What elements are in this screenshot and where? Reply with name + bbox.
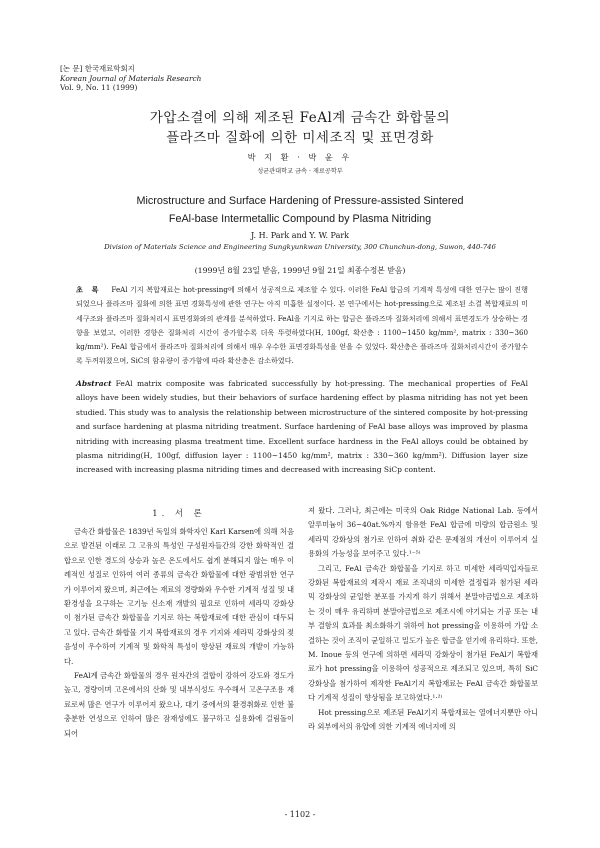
- received-dates: (1999년 8월 23일 받음, 1999년 9월 21일 최종수정본 받음): [194, 266, 406, 275]
- title-ko-line-2: 플라즈마 질화에 의한 미세조직 및 표면경화: [166, 130, 434, 146]
- body-left-column: [64, 525, 294, 741]
- affiliation-korean: 성균관대학교 금속 · 재료공학부: [257, 168, 343, 175]
- right-paragraph-1: 져 왔다. 그러나, 최근에는 미국의 Oak Ridge National Lab. 등에서 알루미늄이 36~40at.%까지 함유한 FeAl 합금에 미량의 합금원소 및 세라믹 강화상의 첨가로 인하여 취화 같은 문제점의 개선이 이루어져 실용화의 가능성을 보여주고 있다.¹⁻⁵⁾: [308, 506, 538, 559]
- body-right-column: [308, 504, 538, 735]
- journal-header: [60, 64, 201, 93]
- right-paragraph-2: 그리고, FeAl 금속간 화합물을 기지로 하고 미세한 세라믹입자들로 강화된 복합재료의 제작시 재료 조직내의 미세한 결정립과 첨가된 세라믹 강화상의 균일한 분포를 가지게 하기 위해서 분말야금법으로 제조하는 것이 매우 유리하며 분말야금법으로 제조시에 야기되는 기공 또는 내부 결함의 효과를 최소화하기 위하여 hot pressing을 이용하여 가압 소결하는 것이 조직이 균일하고 밀도가 높은 합금을 얻기에 유리하다. 또한, M. Inoue 등의 연구에 의하면 세라믹 강화상이 첨가된 FeAl기 복합재료가 hot pressing을 이용하여 성공적으로 제조되고 있으며, 특히 SiC 강화상을 첨가하여 제작한 FeAl기지 복합재료는 FeAl 금속간 화합물보다 기계적 성질이 향상됨을 보고하였다.¹·²⁾: [308, 563, 538, 703]
- section-heading-introduction: 1. 서 론: [152, 508, 206, 518]
- title-en-line-2: FeAl-base Intermetallic Compound by Plasma Nitriding: [168, 213, 432, 225]
- abstract-ko-text: FeAl 기지 복합재료는 hot-pressing에 의해서 성공적으로 제조할 수 있다. 이러한 FeAl 합금의 기계적 특성에 대한 연구는 많이 진행되었으나 플라즈마 질화에 의한 표면 경화특성에 관한 연구는 아직 미흡한 실정이다. 본 연구에서는 hot-pressing으로 제조된 소결 복합재료의 미세구조와 플라즈마 질화처리시 표면경화와의 관계를 분석하였다. FeAl을 기지로 하는 합금은 플라즈마 질화처리에 의해서 표면경도가 상승하는 경향을 보였고, 이러한 경향은 질화처리 시간이 증가할수록 더욱 뚜렷하였다(H, 100gf, 확산층 : 1100~1450 kg/mm², matrix : 330~360 kg/mm²). FeAl 합금에서 플라즈마 질화처리에 의해서 매우 우수한 표면경화특성을 얻을 수 있었다. 확산층은 플라즈마 질화처리시간이 증가할수록 두꺼워졌으며, SiC의 함유량이 증가함에 따라 확산층은 감소하였다.: [76, 285, 528, 366]
- journal-name-en: Korean Journal of Materials Research: [60, 73, 202, 83]
- authors-english: J. H. Park and Y. W. Park: [250, 231, 350, 240]
- affiliation-english: Division of Materials Science and Engineering Sungkyunkwan University, 300 Chunchun-dong, Suwon, 440-746: [104, 243, 496, 251]
- journal-volume: Vol. 9, No. 11 (1999): [60, 83, 138, 93]
- left-paragraph-2: FeAl계 금속간 화합물의 경우 원자간의 결합이 강하여 강도와 경도가 높고, 경량이며 고온에서의 산화 및 내부식성도 우수해서 고온구조용 재료로써 많은 연구가 이루어져 왔으나, 대기 중에서의 환경취화로 인한 불충분한 연성으로 인하여 많은 잠재성에도 불구하고 실용화에 걸림돌이 되어: [64, 671, 294, 738]
- abstract-en-label: Abstract: [76, 379, 112, 388]
- abstract-ko-label: 초 록: [76, 285, 102, 294]
- title-en-line-1: Microstructure and Surface Hardening of Pressure-assisted Sintered: [136, 195, 464, 207]
- page-number: - 1102 -: [284, 810, 316, 819]
- paper-title-korean: [0, 108, 600, 148]
- left-paragraph-1: 금속간 화합물은 1839년 독일의 화학자인 Karl Karsen에 의해 처음으로 발견된 이래로 그 고유의 특성인 구성원자들간의 강한 화학적인 결합으로 인한 경도의 상승과 높은 온도에서도 쉽게 분해되지 않는 매우 이례적인 성질로 인하여 여러 종류의 금속간 화합물에 대한 광범위한 연구가 이루어져 왔으며, 최근에는 재료의 경량화와 우수한 기계적 성질 및 내환경성을 요구하는 고기능 신소재 개발의 필요로 인하여 세라믹 강화상이 첨가된 금속간 화합물을 기지로 하는 복합재료에 대한 관심이 대두되고 있다. 금속간 화합물 기지 복합재료의 경우 기지와 세라믹 강화상의 젖음성이 우수하여 기계적 및 화학적 특성이 향상된 재료의 개발이 가능하다.: [64, 527, 294, 666]
- abstract-korean: [76, 283, 528, 369]
- title-ko-line-1: 가압소결에 의해 제조된 FeAl계 금속간 화합물의: [149, 110, 451, 126]
- journal-label-ko: [논 문] 한국재료학회지: [60, 64, 135, 73]
- abstract-english: [76, 377, 528, 478]
- right-paragraph-3: Hot pressing으로 제조된 FeAl기지 복합재료는 열에너지뿐만 아니라 외부에서의 유압에 의한 기계적 에너지에 의: [308, 707, 538, 732]
- authors-korean: 박 지 환 · 박 윤 우: [247, 152, 353, 162]
- abstract-en-text: FeAl matrix composite was fabricated successfully by hot-pressing. The mechanical properties of FeAl alloys have been widely studies, but their behaviors of surface hardening effect by plasma nitriding has not yet been studied. This study was to analysis the relationship between microstructure of the sintered composite by hot-pressing and surface hardening at plasma nitriding treatment. Surface hardening of FeAl base alloys was improved by plasma nitriding with increasing plasma treatment time. Excellent surface hardness in the FeAl alloys could be obtained by plasma nitriding(H, 100gf, diffusion layer : 1100~1450 kg/mm², matrix : 330~360 kg/mm²). Diffusion layer size increased with increasing plasma nitriding times and decreased with increasing SiCp content.: [76, 379, 528, 475]
- paper-title-english: [0, 192, 600, 228]
